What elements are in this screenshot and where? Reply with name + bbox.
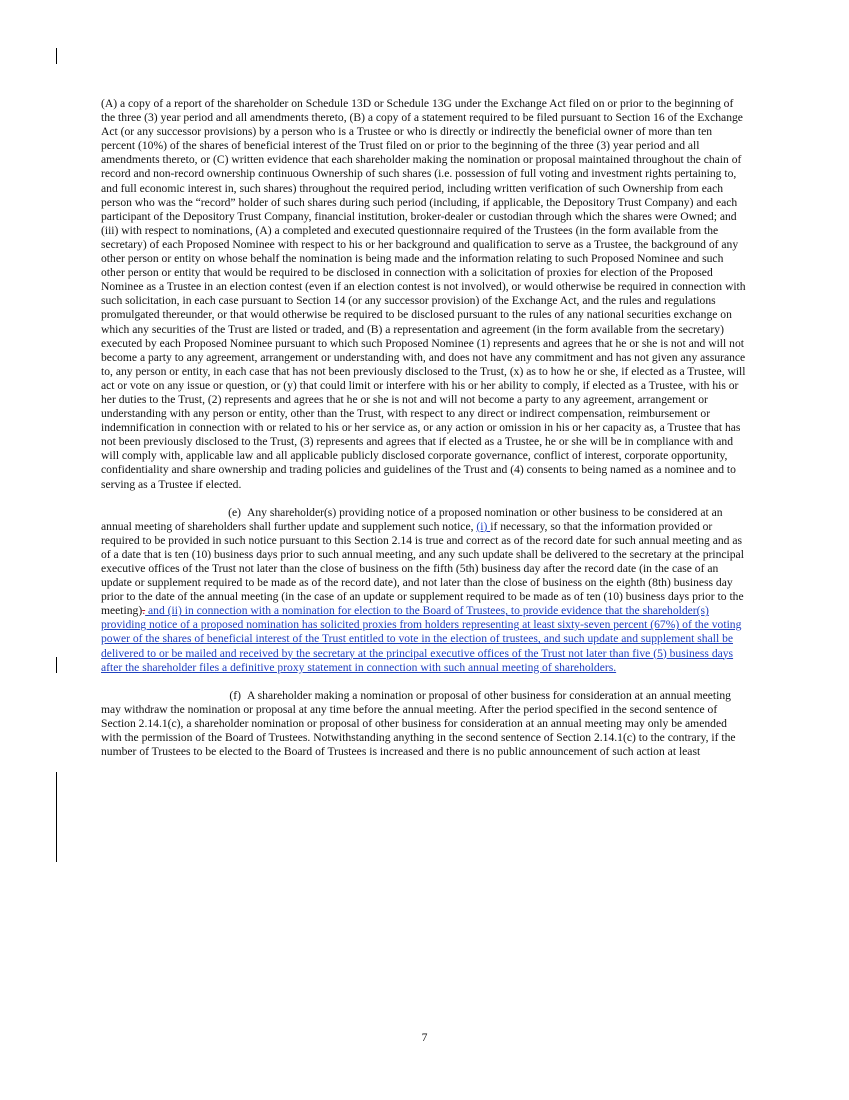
paragraph-e-text-a: Any shareholder(s) providing notice of a proposed nomination or other business to be considered at an annual meeting of shareholders shall further update and supplement such notice, [101,505,723,533]
page-number: 7 [421,1031,428,1044]
paragraph-e-deleted-text: . [142,604,146,618]
paragraph-f [101,689,749,759]
paragraph-f-text: A shareholder making a nomination or proposal of other business for consideration at an annual meeting may withdraw the nomination or proposal at any time before the annual meeting. After the period specified in the second sentence of Section 2.14.1(c), a shareholder nomination or proposal of other business for consideration at an annual meeting may only be amended with the permission of the Board of Trustees. Notwithstanding anything in the second sentence of Section 2.14.1(c) to the contrary, if the number of Trustees to be elected to the Board of Trustees is increased and there is no public announcement of such action at least [101,688,736,759]
paragraph-f-label: (f) [229,688,241,702]
paragraph-e [101,506,749,675]
paragraph-e-text-b: if necessary, so that the information provided or required to be provided in such notice pursuant to this Section 2.14 is true and correct as of the record date for such annual meeting and as of a date that is ten (10) business days prior to such annual meeting, and any such update shall be delivered to the secretary at the principal executive offices of the Trust not later than the close of business on the fifth (5th) business day after the record date (in the case of an update or supplement required to be made as of the record date), and not later than the close of business on the eighth (8th) business day prior to the date of the annual meeting (in the case of an update or supplement required to be made as of ten (10) business days prior to the meeting) [101,519,744,618]
revision-bar-top [56,48,57,64]
paragraph-e-inserted-i: (i) [476,519,491,533]
paragraph-e-label: (e) [228,505,241,519]
revision-bar-para-e [56,657,57,673]
revision-bar-insertion [56,772,57,862]
document-body [101,97,749,759]
intro-paragraph: (A) a copy of a report of the shareholder on Schedule 13D or Schedule 13G under the Exchange Act filed on or prior to the beginning of the three (3) year period and all amendments thereto, (B) a copy of a statement required to be filed pursuant to Section 16 of the Exchange Act (or any successor provisions) by a person who is a Trustee or who is directly or indirectly the beneficial owner of more than ten percent (10%) of the shares of beneficial interest of the Trust filed on or prior to the beginning of the three (3) year period and all amendments thereto, or (C) written evidence that each shareholder making the nomination or proposal maintained throughout the chain of record and non-record ownership continuous Ownership of such shares (i.e. possession of full voting and investment rights pertaining to, and full economic interest in, such shares) throughout the required period, including written verification of such Ownership from each person who was the “record” holder of such shares during such period (including, if applicable, the Depository Trust Company) and each participant of the Depository Trust Company, financial institution, broker-dealer or custodian through which the shares were Owned; and (iii) with respect to nominations, (A) a completed and executed questionnaire required of the Trustees (in the form available from the secretary) of each Proposed Nominee with respect to his or her background and qualification to serve as a Trustee, the background of any other person or entity on whose behalf the nomination is being made and the information relating to such Proposed Nominee and such other person or entity that would be required to be disclosed in connection with a solicitation of proxies for election of the Proposed Nominee as a Trustee in an election contest (even if an election contest is not involved), or would otherwise be required in connection with such solicitation, in each case pursuant to Section 14 (or any successor provision) of the Exchange Act, and the rules and regulations promulgated thereunder, or that would otherwise be required to be disclosed pursuant to the rules of any national securities exchange on which any securities of the Trust are listed or traded, and (B) a representation and agreement (in the form available from the secretary) executed by each Proposed Nominee pursuant to which such Proposed Nominee (1) represents and agrees that he or she is not and will not become a party to any agreement, arrangement or understanding with, and does not have any commitment and has not given any assurance to, any person or entity, in each case that has not been previously disclosed to the Trust, (x) as to how he or she, if elected as a Trustee, will act or vote on any issue or question, or (y) that could limit or interfere with his or her ability to comply, if elected as a Trustee, with his or her duties to the Trust, (2) represents and agrees that he or she is not and will not become a party to any agreement, arrangement or understanding with any person or entity, other than the Trust, with respect to any direct or indirect compensation, reimbursement or indemnification in connection with or related to his or her service as, or any action or omission in his or her capacity as, a Trustee that has not been previously disclosed to the Trust, (3) represents and agrees that if elected as a Trustee, he or she will be in compliance with and will comply with, applicable law and all applicable publicly disclosed corporate governance, conflict of interest, corporate opportunity, confidentiality and share ownership and trading policies and guidelines of the Trust and (4) consents to being named as a nominee and to serving as a Trustee if elected. [101,97,746,491]
paragraph-e-inserted-text: and (ii) in connection with a nomination for election to the Board of Trustees, to provide evidence that the shareholder(s) providing notice of a proposed nomination has solicited proxies from holders representing at least sixty-seven percent (67%) of the voting power of the shares of beneficial interest of the Trust entitled to vote in the election of trustees, and such update and supplement shall be delivered to or be mailed and received by the secretary at the principal executive offices of the Trust not later than five (5) business days after the shareholder files a definitive proxy statement in connection with such annual meeting of shareholders. [101,604,742,674]
